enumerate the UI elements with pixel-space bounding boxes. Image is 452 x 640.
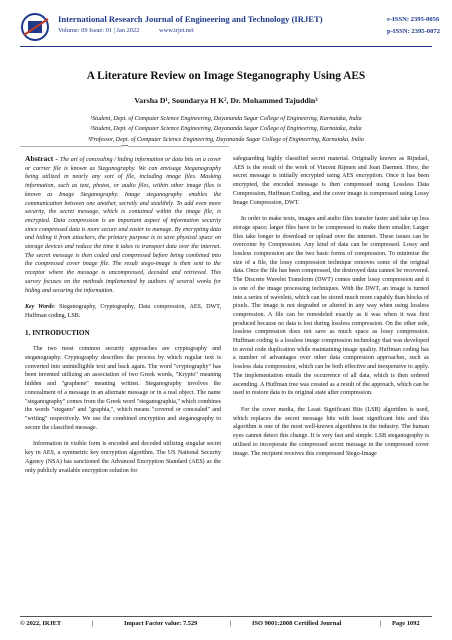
pissn: p-ISSN: 2395-0072 bbox=[387, 28, 440, 35]
journal-website: www.irjet.net bbox=[159, 27, 194, 34]
right-column bbox=[233, 155, 429, 466]
affiliation-1: ¹Student, Dept. of Computer Science Engineering, Dayananda Sagar College of Engineering, Karnataka, India bbox=[90, 116, 362, 122]
section-separator: ---------------------------------------------------------------------***--------------------------------------------------------------------- bbox=[20, 145, 230, 150]
footer-sep-1: | bbox=[92, 620, 94, 627]
paper-authors: Varsha D¹, Soundarya H K², Dr. Mohammed Tajuddin³ bbox=[134, 96, 318, 105]
footer-page-number: Page 1092 bbox=[392, 620, 420, 627]
eissn: e-ISSN: 2395-0056 bbox=[387, 16, 440, 23]
right-paragraph-3: For the cover media, the Least Significant Bits (LSB) algorithm is used, which replaces the secret message bits with least significant bits and this algorithm is one of the most well-known algorithms in the industry. The human eyes cannot detect this change. It is very fast and simple. LSB steganography is utilised to incorporate the compressed secret message in the compressed cover image. The recipient receives this compressed Stego-Image bbox=[233, 406, 429, 457]
footer-impact-factor: Impact Factor value: 7.529 bbox=[124, 620, 198, 627]
footer-iso: ISO 9001:2008 Certified Journal bbox=[252, 620, 342, 627]
issn-block bbox=[387, 14, 440, 38]
paper-title: A Literature Review on Image Steganography Using AES bbox=[86, 70, 366, 82]
affiliations bbox=[0, 114, 452, 145]
journal-header bbox=[20, 10, 440, 44]
intro-paragraph-2: Information in visible form is encoded and decoded utilizing singular secret key in AES, a symmetric key encryption algorithm. The US National Security Agency (NSA) has sanctioned the Advanced Encryption Standard (AES) as the only publicly available encryption solution for bbox=[25, 441, 221, 474]
affiliation-2: ²Student, Dept. of Computer Science Engineering, Dayananda Sagar College of Engineering, Karnataka, India bbox=[90, 126, 362, 133]
header-divider bbox=[20, 46, 432, 47]
right-paragraph-1: safeguarding highly classified secret material. Originally known as Rijndael, AES is the result of the work of Vincent Rijmen and Joan Daemen. Here, the secret message is initially encrypted using AES encryption. Once it has been encrypted, the encoded message is then compressed using Lossless Data Compression, Huffman Coding, and the cover image is compressed using Lossy Image Compression, DWT. bbox=[233, 156, 429, 206]
left-column bbox=[25, 155, 221, 483]
journal-volume-line bbox=[58, 27, 212, 34]
section-heading-introduction: 1. INTRODUCTION bbox=[25, 328, 90, 337]
footer-sep-3: | bbox=[380, 620, 382, 627]
footer-sep-2: | bbox=[230, 620, 232, 627]
journal-name: International Research Journal of Engineering and Technology (IRJET) bbox=[58, 14, 323, 24]
abstract bbox=[25, 155, 221, 295]
abstract-text: The art of concealing / hiding information or data bits on a cover or carrier file is known as Steganography. We can envisage Steganography being utilized in nearly any sort of file, including image files. Masking information, such as text, photos, or audio files, within other image files is known as Image Steganography. Image steganography enables the communication between one another, secretly and stealthily. To add even more security, the secret message, which is contained within the image file, is encrypted. Data compression is an important aspect of information security since compressed data is more secure and easier to manage. By encrypting data and hiding it from attackers, the primary purpose is to save physical space on storage devices and reduce the time it takes to transport data over the internet. The secret message is then coded and compressed before being combined into the compressed cover image file. The result stego-image is then sent to the receptor where the message is uncompressed, decoded and retrieved. This survey focuses on the methods implemented by authors of several works for hiding and securing the information. bbox=[25, 157, 221, 294]
footer-copyright: © 2022, IRJET bbox=[20, 620, 62, 627]
abstract-label: Abstract - bbox=[25, 154, 60, 163]
journal-volume: Volume: 09 Issue: 01 | Jan 2022 bbox=[58, 27, 140, 34]
affiliation-3: ³Professor, Dept. of Computer Science Engineering, Dayananda Sagar College of Engineering, Karnataka, India bbox=[88, 136, 364, 143]
keywords-text: : Steganography, Cryptography, Data compression, AES, DWT, Huffman coding, LSB. bbox=[25, 304, 221, 319]
right-paragraph-2: In order to make texts, images and audio files transfer faster and take up less storage space; larger files have to be compressed to make them smaller. Larger files take longer to download or upload over the internet. These issues can be overcome by Compression. Any kind of data can be compressed. Lossy and lossless compression are the two basic forms of compression. To minimise the size of a file, the lossy compression technique removes some of the original data. Once the file has been compressed, the destroyed data cannot be recovered. The Discrete Wavelet Transform (DWT) comes under lossy compression and it is one of the image processing techniques. With the DWT, an image is turned into a series of wavelets, which can be stored much more capably than blocks of pixels. The image is not degraded or altered in any way when using lossless compression. A file can be remodeled exactly as it was when it was first produced because no data is lost during lossless compression. On the other side, lossless compression does not save as much space as lossy compression. Huffman coding is a lossless image compression technology that was developed to avoid code duplication while maintaining image quality. Huffman coding has a number of advantages over other data compression approaches, such as lossless data compression, which can be both effective and inexpensive to apply. The implementation entails the occurrence of all data, which is then ordered ascending. A Huffman tree was created as a result of the approach, which can be used to restore data to its original state after compression. bbox=[233, 216, 429, 397]
keywords bbox=[25, 303, 221, 320]
footer-divider bbox=[20, 616, 432, 617]
keywords-label: Key Words bbox=[25, 304, 54, 311]
intro-paragraph-1: The two most common security approaches are cryptography and steganography. Cryptography describes the process by which regular text is converted into unintelligible text and back again. The word "cryptography" has been invented utilizing an association of two Greek words, "Krypto" meaning hidden and "graphene" meaning written. Steganography involves the concealment of a message in an alternate message or in a real object. The name "steganography" comes from the Greek word "steganographia," which combines the words "stegano" and "graphia,", which means "covered or concealed" and "writing" respectively. We use the combined encryption and steganography to secure the classified message. bbox=[25, 346, 221, 431]
irjet-logo-icon bbox=[20, 12, 54, 42]
